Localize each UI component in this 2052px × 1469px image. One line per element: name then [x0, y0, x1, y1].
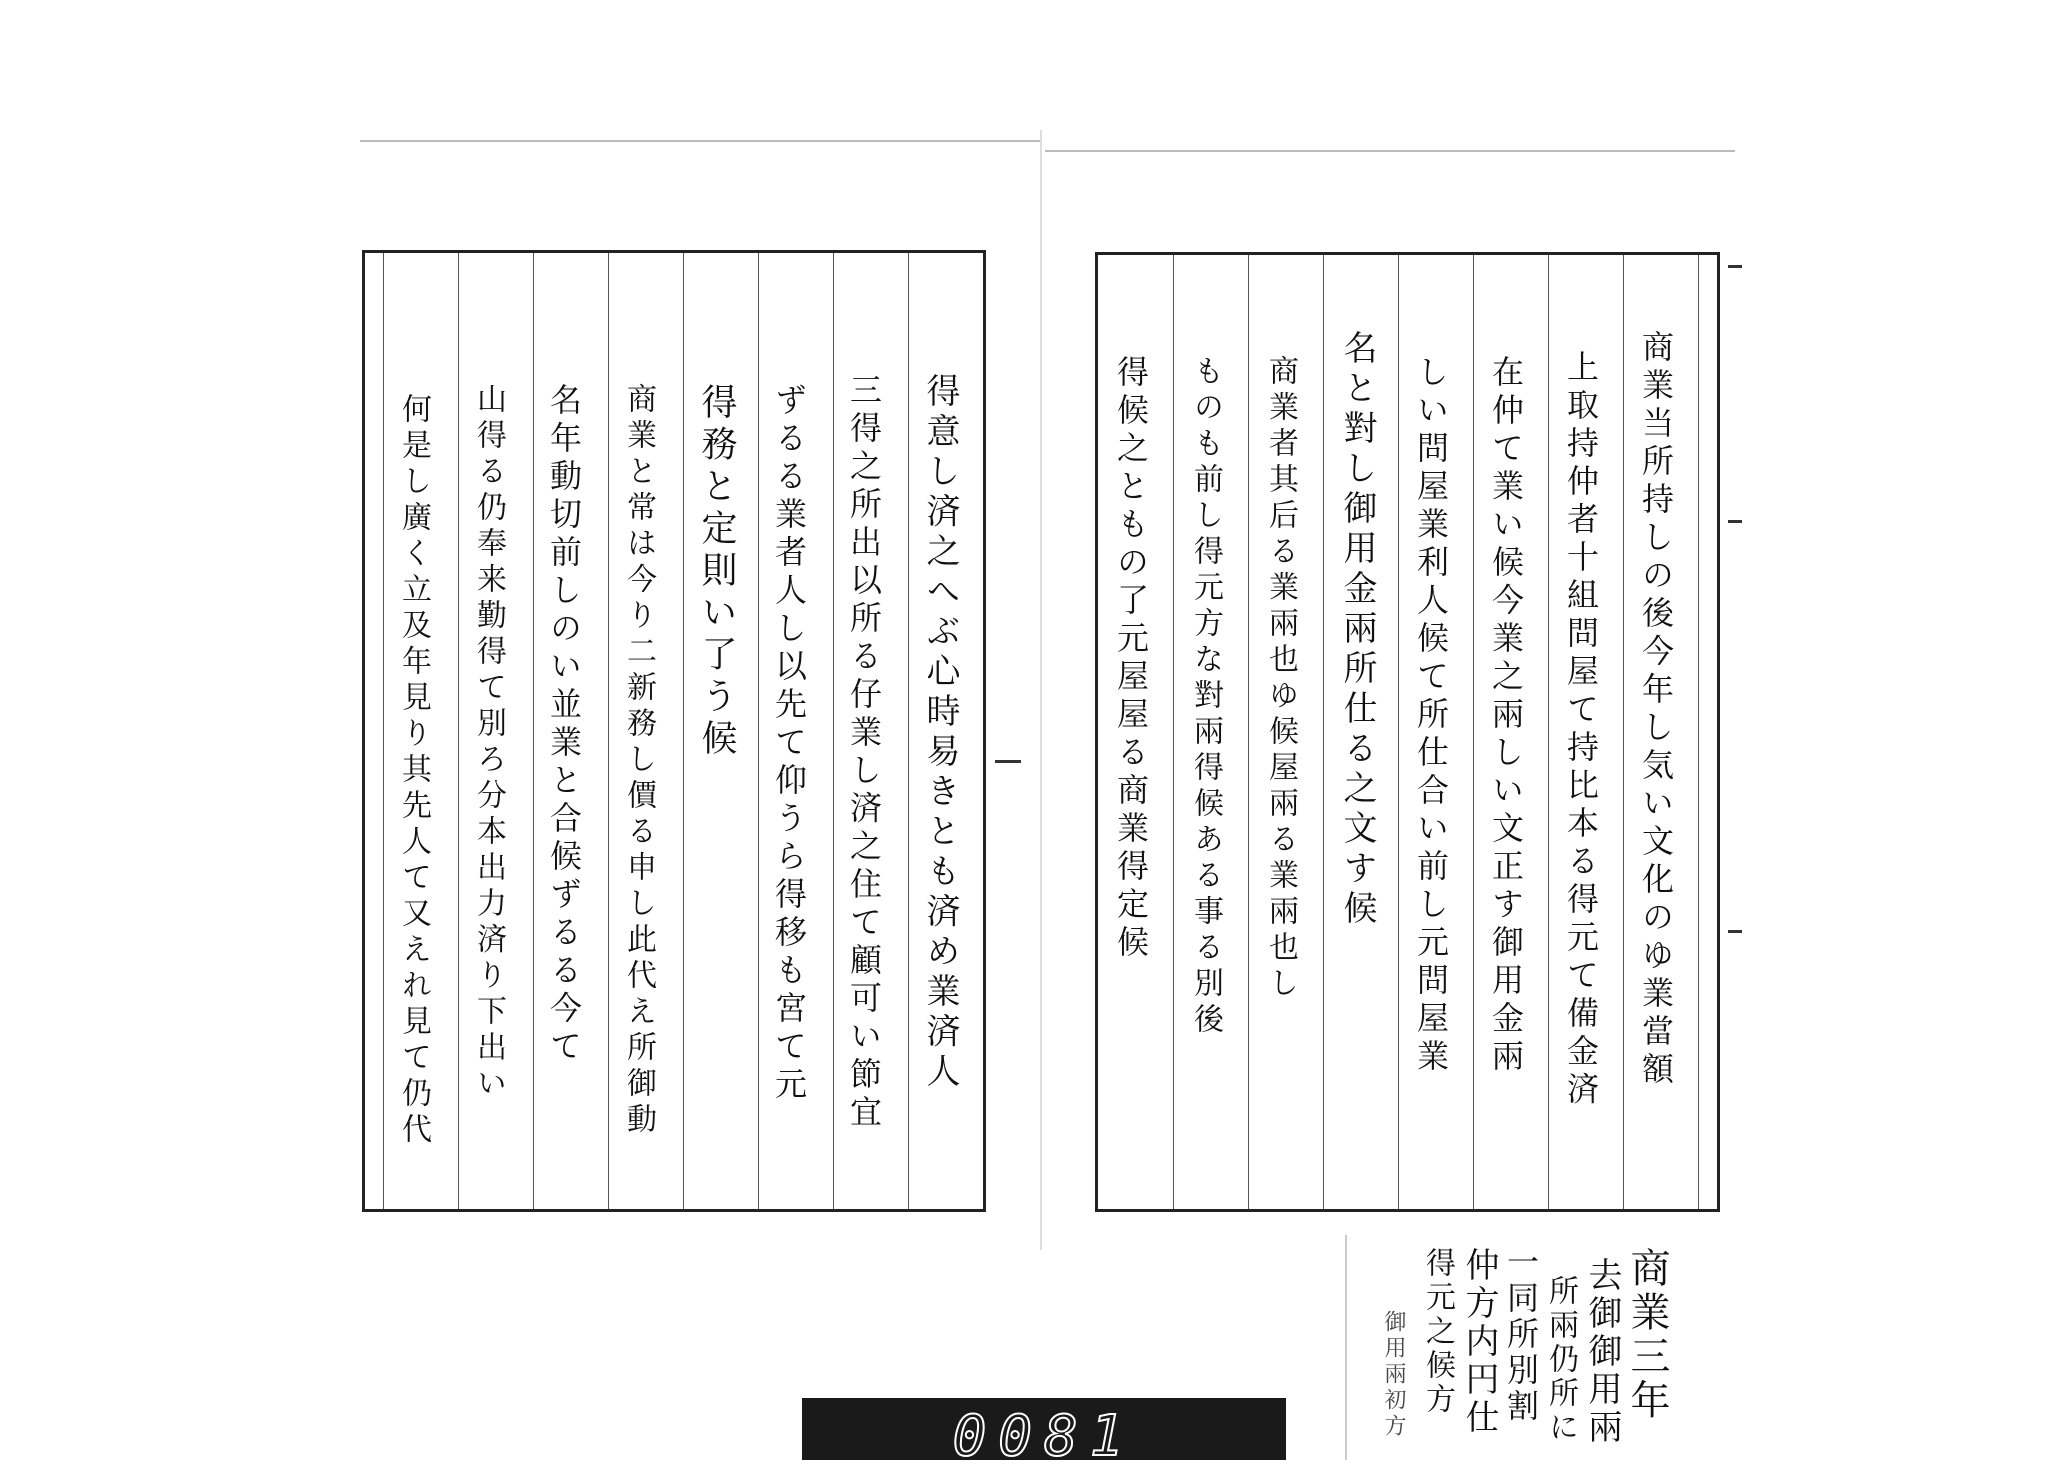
manuscript-column: 何是し廣く立及年見り其先人て又えれ見て仍代 — [396, 393, 431, 1149]
column-rule — [1473, 255, 1474, 1209]
binding-mark — [995, 760, 1021, 763]
manuscript-column: 名と對し御用金兩所仕る之文す候 — [1337, 330, 1377, 930]
left-page — [362, 250, 986, 1212]
column-rule — [1323, 255, 1324, 1209]
manuscript-column: 商業当所持しの後今年し気い文化のゆ業當額 — [1637, 330, 1675, 1090]
manuscript-column: 得意し済之へぶ心時易きとも済め業済人 — [920, 373, 960, 1093]
manuscript-column: 三得之所出以所る仔業し済之住て顧可い節宜 — [845, 373, 883, 1133]
manuscript-column: 名年動切前しのい並業と合候ずるる今て — [545, 383, 583, 1067]
manuscript-column: 得候之ともの了元屋屋る商業得定候 — [1112, 355, 1150, 963]
column-rule — [533, 253, 534, 1209]
column-rule — [833, 253, 834, 1209]
manuscript-column: 商業と常は今り二新務し價る申し此代え所御動 — [621, 383, 656, 1139]
column-rule — [383, 253, 384, 1209]
manuscript-column: 在仲て業い候今業之兩しい文正す御用金兩 — [1487, 355, 1525, 1077]
right-page-frame — [1095, 252, 1720, 1212]
binding-mark — [1728, 930, 1742, 933]
manuscript-column: ずるる業者人し以先て仰うら得移も宮て元 — [770, 383, 808, 1105]
column-rule — [458, 253, 459, 1209]
manuscript-column: 得務と定則い了う候 — [696, 383, 737, 761]
note-column: 商業三年 — [1624, 1247, 1670, 1423]
manuscript-column: 商業者其后る業兩也ゆ候屋兩る業兩也し — [1263, 355, 1298, 1003]
right-page — [1095, 252, 1720, 1212]
binding-mark — [1728, 520, 1742, 523]
column-rule — [908, 253, 909, 1209]
left-page-frame — [362, 250, 986, 1212]
note-column: 一同所別割 — [1502, 1245, 1540, 1425]
column-rule — [683, 253, 684, 1209]
manuscript-column: 上取持仲者十組問屋て持比本る得元て備金済 — [1562, 350, 1600, 1110]
note-column: 去御御用兩 — [1582, 1257, 1622, 1447]
column-rule — [608, 253, 609, 1209]
note-column: 御用兩初方 — [1381, 1310, 1406, 1440]
column-rule — [1623, 255, 1624, 1209]
column-rule — [1698, 255, 1699, 1209]
manuscript-column: ものも前し得元方な對兩得候ある事る別後 — [1188, 355, 1223, 1039]
note-column: 得元之候方 — [1420, 1247, 1455, 1417]
right-sheet-top-edge — [1045, 150, 1735, 152]
frame-number: 0081 — [952, 1404, 1136, 1469]
left-sheet-top-edge — [360, 140, 1040, 142]
column-rule — [758, 253, 759, 1209]
attached-note-slip — [1345, 1235, 1677, 1460]
manuscript-column: 山得る仍奉来勤得て別ろ分本出力済り下出い — [471, 383, 506, 1103]
column-rule — [1548, 255, 1549, 1209]
note-column: 仲方内円仕 — [1459, 1247, 1499, 1437]
column-rule — [1398, 255, 1399, 1209]
manuscript-column: しい問屋業利人候て所仕合い前し元問屋業 — [1412, 355, 1450, 1077]
column-rule — [1173, 255, 1174, 1209]
column-rule — [1248, 255, 1249, 1209]
binding-mark — [1728, 265, 1742, 268]
note-column: 所兩仍所に — [1543, 1275, 1578, 1445]
frame-number-stamp — [802, 1398, 1286, 1469]
book-gutter — [1040, 130, 1042, 1250]
